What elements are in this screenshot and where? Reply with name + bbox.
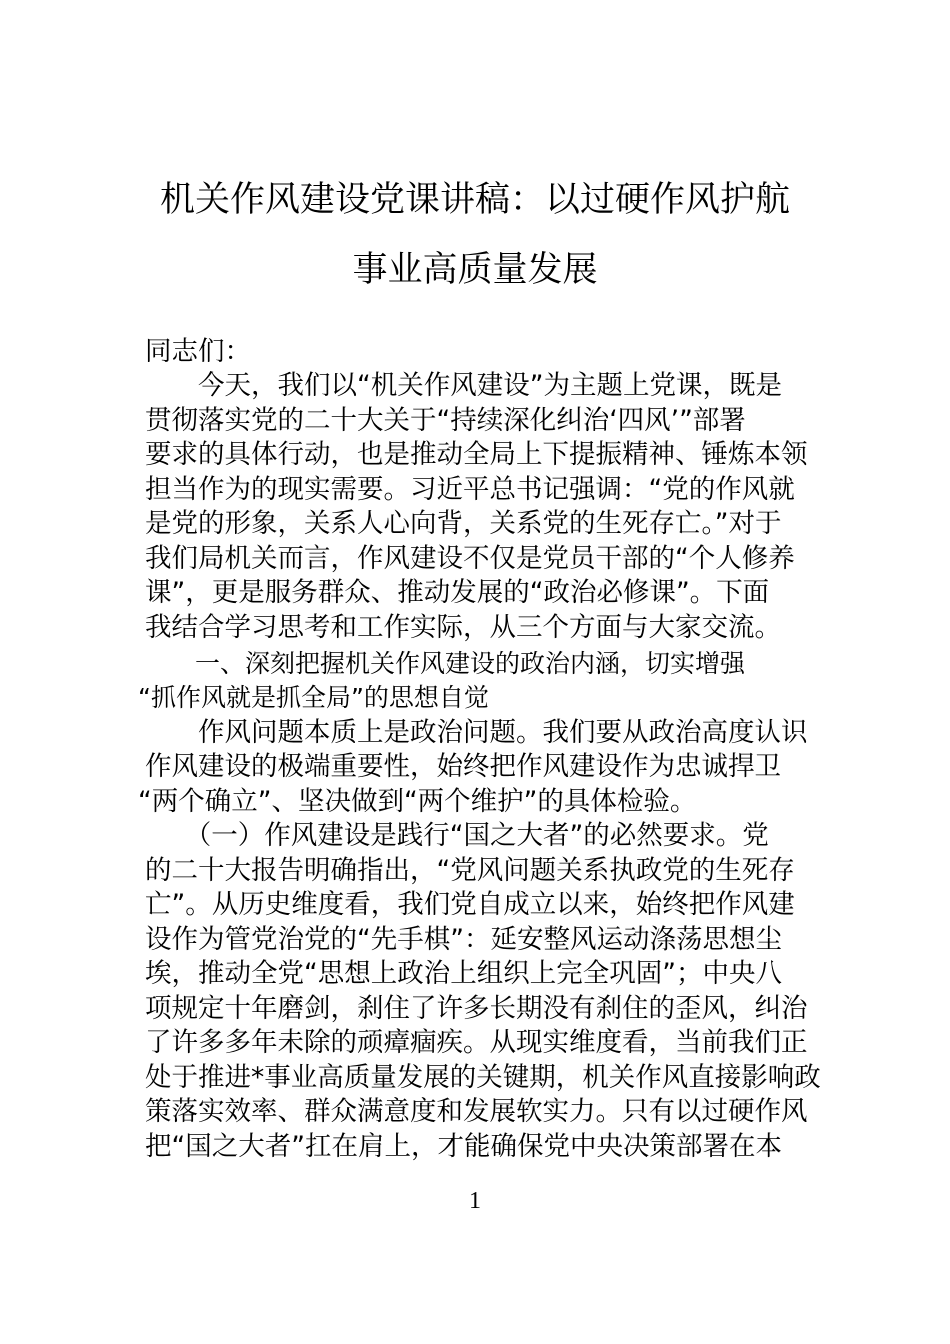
body-text-line: 要求的具体行动，也是推动全局上下提振精神、锤炼本领 [145, 439, 808, 470]
body-text-line: 一、深刻把握机关作风建设的政治内涵，切实增强 [145, 649, 746, 678]
body-text-line: 策落实效率、群众满意度和发展软实力。只有以过硬作风 [145, 1096, 808, 1127]
body-text-line: 我们局机关而言，作风建设不仅是党员干部的“个人修养 [145, 543, 795, 574]
body-text-line: （一）作风建设是践行“国之大者”的必然要求。党 [145, 820, 769, 851]
body-text-line: 同志们： [145, 336, 251, 367]
body-text-line: 处于推进*事业高质量发展的关键期，机关作风直接影响政 [145, 1062, 821, 1093]
body-text-line: 是党的形象，关系人心向背，关系党的生死存亡。”对于 [145, 508, 782, 539]
body-text-line: 的二十大报告明确指出，“党风问题关系执政党的生死存 [145, 855, 795, 886]
body-text-line: “抓作风就是抓全局”的思想自觉 [138, 683, 489, 712]
document-title-line-1: 机关作风建设党课讲稿：以过硬作风护航 [159, 180, 790, 220]
body-text-line: 作风问题本质上是政治问题。我们要从政治高度认识 [145, 717, 808, 748]
body-text-line: 贯彻落实党的二十大关于“持续深化纠治‘四风’”部署 [145, 405, 746, 436]
body-text-line: 课”，更是服务群众、推动发展的“政治必修课”。下面 [145, 577, 770, 608]
body-text-line: 亡”。从历史维度看，我们党自成立以来，始终把作风建 [145, 889, 795, 920]
body-text-line: 把“国之大者”扛在肩上，才能确保党中央决策部署在本 [145, 1131, 782, 1162]
body-text-line: 我结合学习思考和工作实际，从三个方面与大家交流。 [145, 612, 781, 643]
page-number: 1 [469, 1188, 481, 1214]
body-text-line: 了许多多年未除的顽瘴痼疾。从现实维度看，当前我们正 [145, 1027, 808, 1058]
body-text-line: 作风建设的极端重要性，始终把作风建设作为忠诚捍卫 [145, 751, 781, 782]
document-title-line-2: 事业高质量发展 [352, 250, 598, 290]
body-text-line: 项规定十年磨剑，刹住了许多长期没有刹住的歪风，纠治 [145, 993, 808, 1024]
body-text-line: 设作为管党治党的“先手棋”：延安整风运动涤荡思想尘 [145, 924, 782, 955]
body-text-line: 埃，推动全党“思想上政治上组织上完全巩固”；中央八 [145, 958, 782, 989]
body-text-line: 担当作为的现实需要。习近平总书记强调：“党的作风就 [145, 474, 795, 505]
body-text-line: “两个确立”、坚决做到“两个维护”的具体检验。 [138, 786, 697, 817]
body-text-line: 今天，我们以“机关作风建设”为主题上党课，既是 [145, 370, 782, 401]
